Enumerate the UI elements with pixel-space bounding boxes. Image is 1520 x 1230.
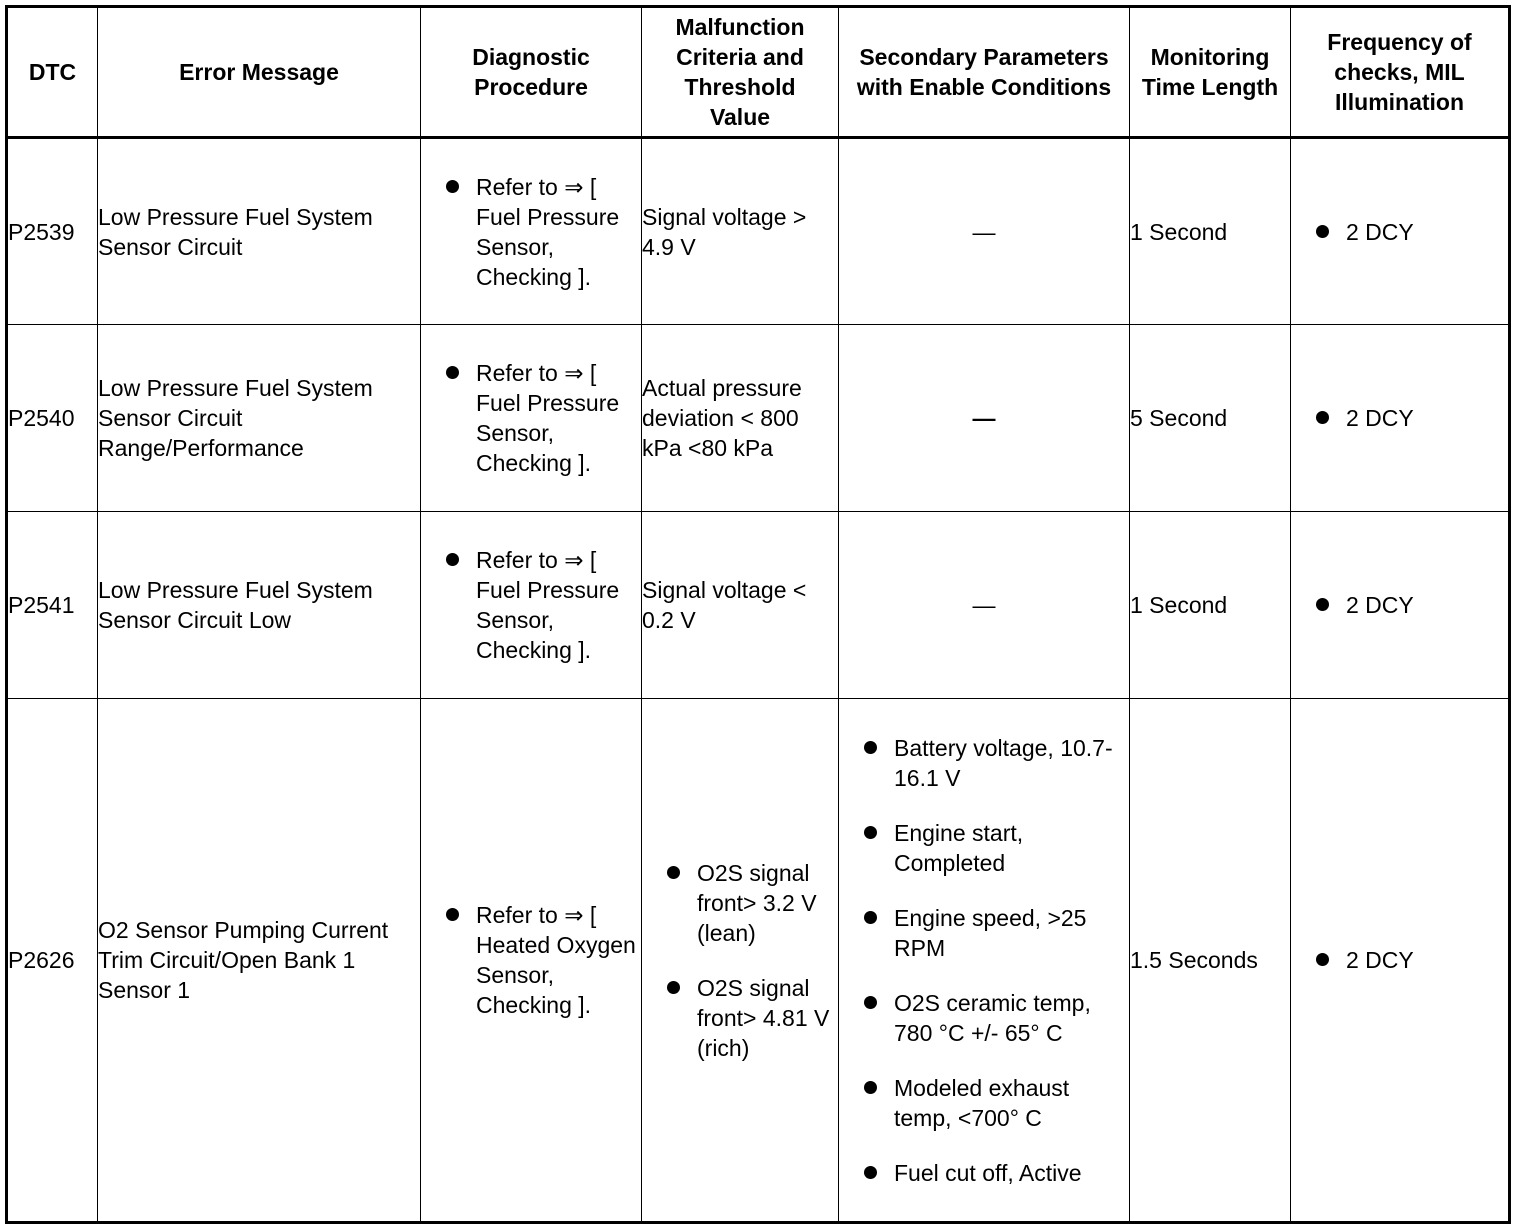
header-row (7, 7, 1510, 138)
malfunction-criteria: Signal voltage < 0.2 V (642, 512, 839, 699)
dtc-code: P2626 (7, 699, 98, 1223)
bullet-icon (864, 826, 877, 839)
frequency-item: 2 DCY (1291, 945, 1508, 975)
bullet-icon (667, 866, 680, 879)
bullet-icon (1316, 411, 1329, 424)
error-message: Low Pressure Fuel System Sensor Circuit (98, 138, 421, 325)
monitoring-time: 1 Second (1130, 138, 1291, 325)
secondary-parameters: — (839, 512, 1130, 699)
bullet-icon (446, 908, 459, 921)
criteria-item: O2S signal front> 3.2 V (lean) (642, 858, 838, 948)
secondary-item: Engine start, Completed (839, 818, 1129, 878)
bullet-icon (446, 553, 459, 566)
secondary-parameters (839, 699, 1130, 1223)
bullet-icon (446, 180, 459, 193)
bullet-icon (667, 981, 680, 994)
header-frequency: Frequency of checks, MIL Illumination (1291, 7, 1510, 138)
table-row (7, 325, 1510, 512)
secondary-item: Fuel cut off, Active (839, 1158, 1129, 1188)
header-error-message: Error Message (98, 7, 421, 138)
error-message: Low Pressure Fuel System Sensor Circuit Low (98, 512, 421, 699)
table-row (7, 699, 1510, 1223)
secondary-item: Engine speed, >25 RPM (839, 903, 1129, 963)
header-secondary-parameters: Secondary Parameters with Enable Conditions (839, 7, 1130, 138)
dtc-table (5, 5, 1511, 1224)
header-monitoring-time: Monitoring Time Length (1130, 7, 1291, 138)
bullet-icon (864, 1081, 877, 1094)
diagnostic-procedure (421, 699, 642, 1223)
malfunction-criteria: Signal voltage > 4.9 V (642, 138, 839, 325)
secondary-item: Battery voltage, 10.7-16.1 V (839, 733, 1129, 793)
header-malfunction-criteria: Malfunction Criteria and Threshold Value (642, 7, 839, 138)
frequency (1291, 699, 1510, 1223)
secondary-item: O2S ceramic temp, 780 °C +/- 65° C (839, 988, 1129, 1048)
bullet-icon (864, 996, 877, 1009)
error-message: O2 Sensor Pumping Current Trim Circuit/Open Bank 1 Sensor 1 (98, 699, 421, 1223)
frequency (1291, 512, 1510, 699)
procedure-item: Refer to ⇒ [ Fuel Pressure Sensor, Checking ]. (421, 358, 641, 478)
frequency-item: 2 DCY (1291, 403, 1508, 433)
bullet-icon (864, 1166, 877, 1179)
monitoring-time: 1 Second (1130, 512, 1291, 699)
malfunction-criteria (642, 699, 839, 1223)
header-dtc: DTC (7, 7, 98, 138)
frequency-item: 2 DCY (1291, 590, 1508, 620)
procedure-item: Refer to ⇒ [ Fuel Pressure Sensor, Checking ]. (421, 545, 641, 665)
dtc-code: P2541 (7, 512, 98, 699)
table-row (7, 512, 1510, 699)
dtc-code: P2540 (7, 325, 98, 512)
procedure-item: Refer to ⇒ [ Fuel Pressure Sensor, Checking ]. (421, 172, 641, 292)
frequency (1291, 138, 1510, 325)
secondary-item: Modeled exhaust temp, <700° C (839, 1073, 1129, 1133)
bullet-icon (1316, 598, 1329, 611)
secondary-parameters: — (839, 138, 1130, 325)
criteria-item: O2S signal front> 4.81 V (rich) (642, 973, 838, 1063)
procedure-item: Refer to ⇒ [ Heated Oxygen Sensor, Checking ]. (421, 900, 641, 1020)
error-message: Low Pressure Fuel System Sensor Circuit Range/Performance (98, 325, 421, 512)
bullet-icon (1316, 225, 1329, 238)
frequency-item: 2 DCY (1291, 217, 1508, 247)
secondary-parameters: — (839, 325, 1130, 512)
frequency (1291, 325, 1510, 512)
bullet-icon (446, 366, 459, 379)
bullet-icon (864, 911, 877, 924)
malfunction-criteria: Actual pressure deviation < 800 kPa <80 kPa (642, 325, 839, 512)
header-diagnostic-procedure: Diagnostic Procedure (421, 7, 642, 138)
diagnostic-procedure (421, 512, 642, 699)
monitoring-time: 5 Second (1130, 325, 1291, 512)
monitoring-time: 1.5 Seconds (1130, 699, 1291, 1223)
diagnostic-procedure (421, 325, 642, 512)
table-row (7, 138, 1510, 325)
bullet-icon (864, 741, 877, 754)
dtc-code: P2539 (7, 138, 98, 325)
diagnostic-procedure (421, 138, 642, 325)
bullet-icon (1316, 953, 1329, 966)
